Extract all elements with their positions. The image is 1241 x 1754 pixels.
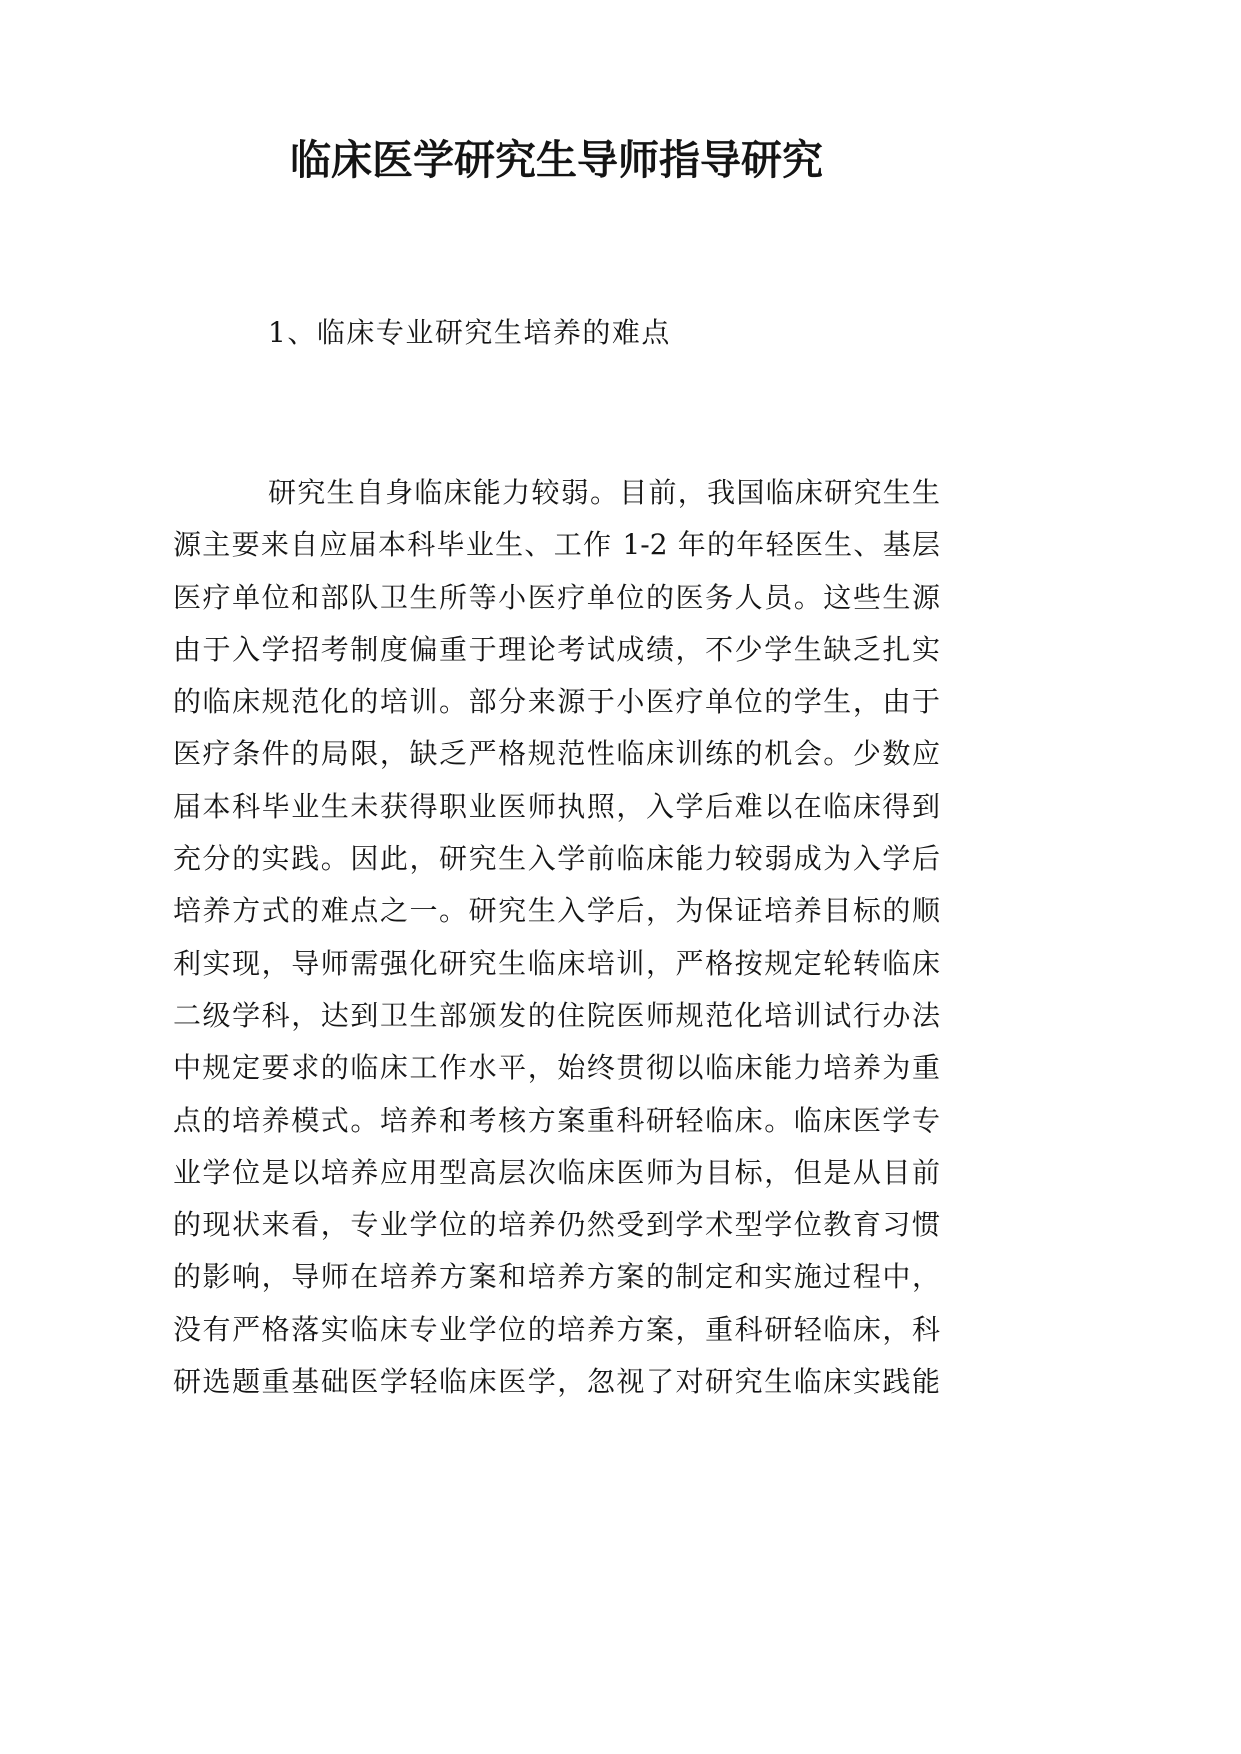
body-line: 二级学科，达到卫生部颁发的住院医师规范化培训试行办法 <box>173 998 940 1032</box>
body-line: 没有严格落实临床专业学位的培养方案，重科研轻临床，科 <box>173 1312 940 1346</box>
section-heading: 1、临床专业研究生培养的难点 <box>268 316 671 349</box>
body-line: 研究生自身临床能力较弱。目前，我国临床研究生生 <box>268 476 940 509</box>
body-paragraph <box>173 467 940 1408</box>
body-line: 的现状来看，专业学位的培养仍然受到学术型学位教育习惯 <box>173 1208 940 1242</box>
body-line: 业学位是以培养应用型高层次临床医师为目标，但是从目前 <box>173 1155 940 1189</box>
body-line: 的临床规范化的培训。部分来源于小医疗单位的学生，由于 <box>173 685 940 719</box>
body-line: 由于入学招考制度偏重于理论考试成绩，不少学生缺乏扎实 <box>173 632 940 666</box>
body-line: 医疗条件的局限，缺乏严格规范性临床训练的机会。少数应 <box>173 737 940 771</box>
body-line: 利实现，导师需强化研究生临床培训，严格按规定轮转临床 <box>173 946 940 980</box>
body-line: 届本科毕业生未获得职业医师执照，入学后难以在临床得到 <box>173 789 940 823</box>
body-line: 源主要来自应届本科毕业生、工作 1-2 年的年轻医生、基层 <box>173 528 940 562</box>
body-line: 医疗单位和部队卫生所等小医疗单位的医务人员。这些生源 <box>173 580 940 614</box>
body-line: 中规定要求的临床工作水平，始终贯彻以临床能力培养为重 <box>173 1051 940 1085</box>
body-line: 充分的实践。因此，研究生入学前临床能力较弱成为入学后 <box>173 842 940 876</box>
body-line: 点的培养模式。培养和考核方案重科研轻临床。临床医学专 <box>173 1103 940 1137</box>
body-line: 研选题重基础医学轻临床医学，忽视了对研究生临床实践能 <box>173 1365 940 1399</box>
document-title: 临床医学研究生导师指导研究 <box>290 136 823 184</box>
body-line: 培养方式的难点之一。研究生入学后，为保证培养目标的顺 <box>173 894 940 928</box>
body-line: 的影响，导师在培养方案和培养方案的制定和实施过程中， <box>173 1260 940 1294</box>
